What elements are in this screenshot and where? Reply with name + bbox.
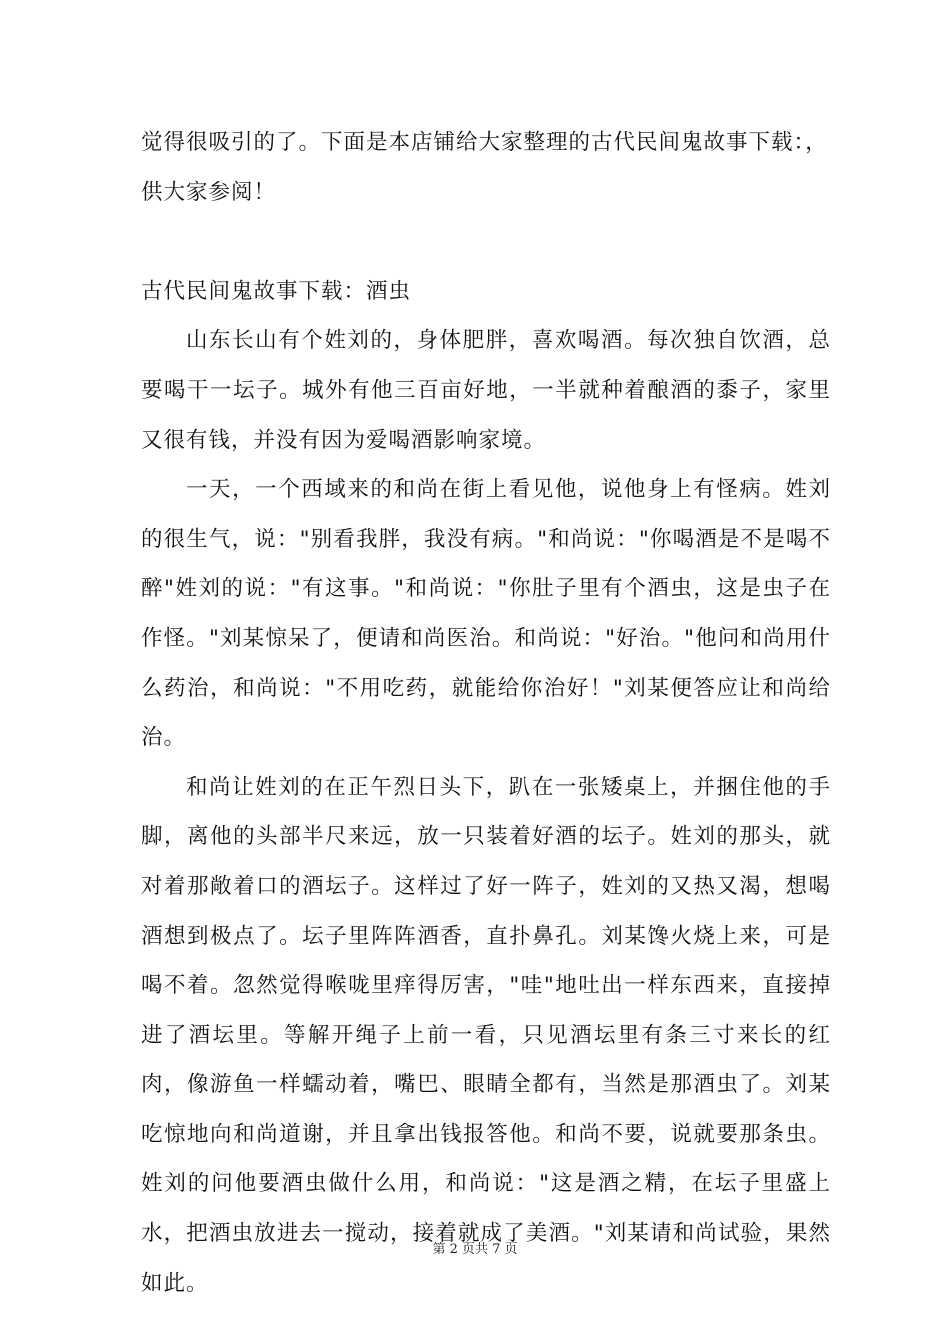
section-title: 古代民间鬼故事下载：酒虫 bbox=[141, 278, 412, 304]
page-number-footer: 第 2 页共 7 页 bbox=[432, 1242, 518, 1257]
intro-line-1: 觉得很吸引的了。下面是本店铺给大家整理的古代民间鬼故事下载：， bbox=[141, 130, 828, 155]
paragraph-2: 一天，一个西域来的和尚在街上看见他，说他身上有怪病。姓刘的很生气，说："别看我胖，我没有病。"和尚说："你喝酒是不是喝不醉"姓刘的说："有这事。"和尚说："你肚子里有个酒虫，这是虫子在作怪。"刘某惊呆了，便请和尚医治。和尚说："好治。"他问和尚用什么药治，和尚说："不用吃药，就能给你治好！"刘某便答应让和尚给治。 bbox=[141, 477, 831, 751]
document-body bbox=[141, 118, 831, 1308]
paragraph-3: 和尚让姓刘的在正午烈日头下，趴在一张矮桌上，并捆住他的手脚，离他的头部半尺来远，放一只装着好酒的坛子。姓刘的那头，就对着那敞着口的酒坛子。这样过了好一阵子，姓刘的又热又渴，想喝酒想到极点了。坛子里阵阵酒香，直扑鼻孔。刘某馋火烧上来，可是喝不着。忽然觉得喉咙里痒得厉害，"哇"地吐出一样东西来，直接掉进了酒坛里。等解开绳子上前一看，只见酒坛里有条三寸来长的红肉，像游鱼一样蠕动着，嘴巴、眼睛全都有，当然是那酒虫了。刘某吃惊地向和尚道谢，并且拿出钱报答他。和尚不要，说就要那条虫。姓刘的问他要酒虫做什么用，和尚说："这是酒之精，在坛子里盛上水，把酒虫放进去一搅动，接着就成了美酒。"刘某请和尚试验，果然如此。 bbox=[141, 774, 831, 1296]
blank-line bbox=[141, 217, 831, 267]
paragraph-1: 山东长山有个姓刘的，身体肥胖，喜欢喝酒。每次独自饮酒，总要喝干一坛子。城外有他三百亩好地，一半就种着酿酒的黍子，家里又很有钱，并没有因为爱喝酒影响家境。 bbox=[141, 328, 831, 453]
intro-line-2: 供大家参阅！ bbox=[141, 179, 277, 205]
